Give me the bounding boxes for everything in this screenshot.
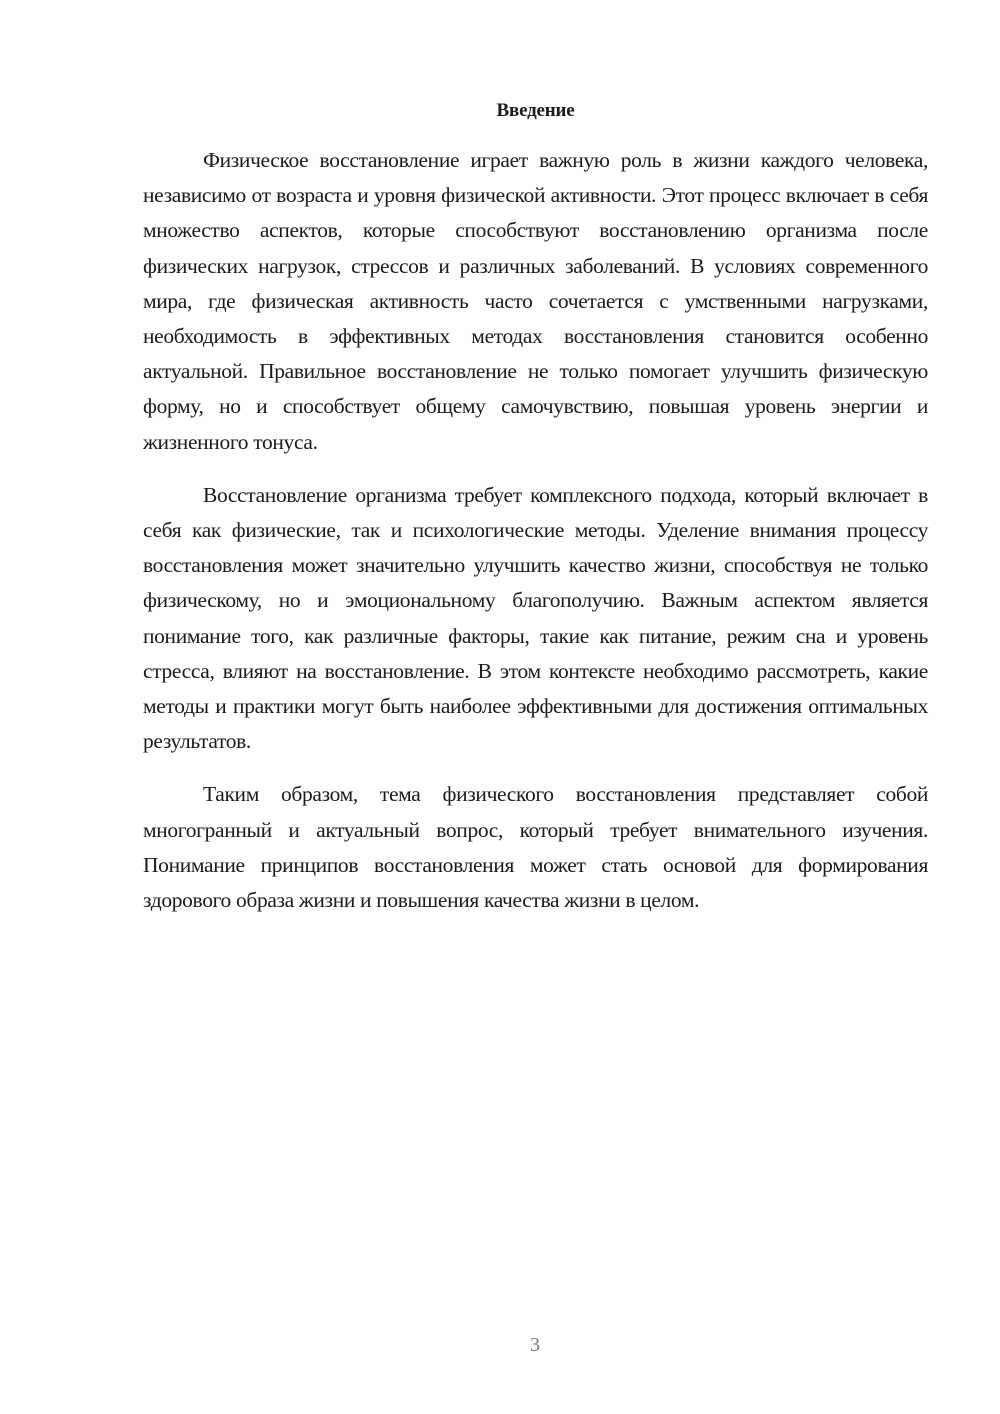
paragraph-approach: Восстановление организма требует комплексного подхода, который включает в себя как физические, так и психологические методы. Уделение внимания процессу восстановления может значительно улучшить качество жизни, способствуя не только физическому, но и эмоциональному благополучию. Важным аспектом является понимание того, как различные факторы, такие как питание, режим сна и уровень стресса, влияют на восстановление. В этом контексте необходимо рассмотреть, какие методы и практики могут быть наиболее эффективными для достижения оптимальных результатов. (143, 482, 928, 754)
document-body (143, 143, 928, 936)
paragraph-intro: Физическое восстановление играет важную роль в жизни каждого человека, независимо от возраста и уровня физической активности. Этот процесс включает в себя множество аспектов, которые способствуют восстановлению организма после физических нагрузок, стрессов и различных заболеваний. В условиях современного мира, где физическая активность часто сочетается с умственными нагрузками, необходимость в эффективных методах восстановления становится особенно актуальной. Правильное восстановление не только помогает улучшить физическую форму, но и способствует общему самочувствию, повышая уровень энергии и жизненного тонуса. (143, 148, 928, 454)
section-title: Введение (496, 100, 575, 121)
page-number: 3 (530, 1334, 540, 1356)
paragraph-conclusion: Таким образом, тема физического восстановления представляет собой многогранный и актуальный вопрос, который требует внимательного изучения. Понимание принципов восстановления может стать основой для формирования здорового образа жизни и повышения качества жизни в целом. (143, 782, 928, 913)
